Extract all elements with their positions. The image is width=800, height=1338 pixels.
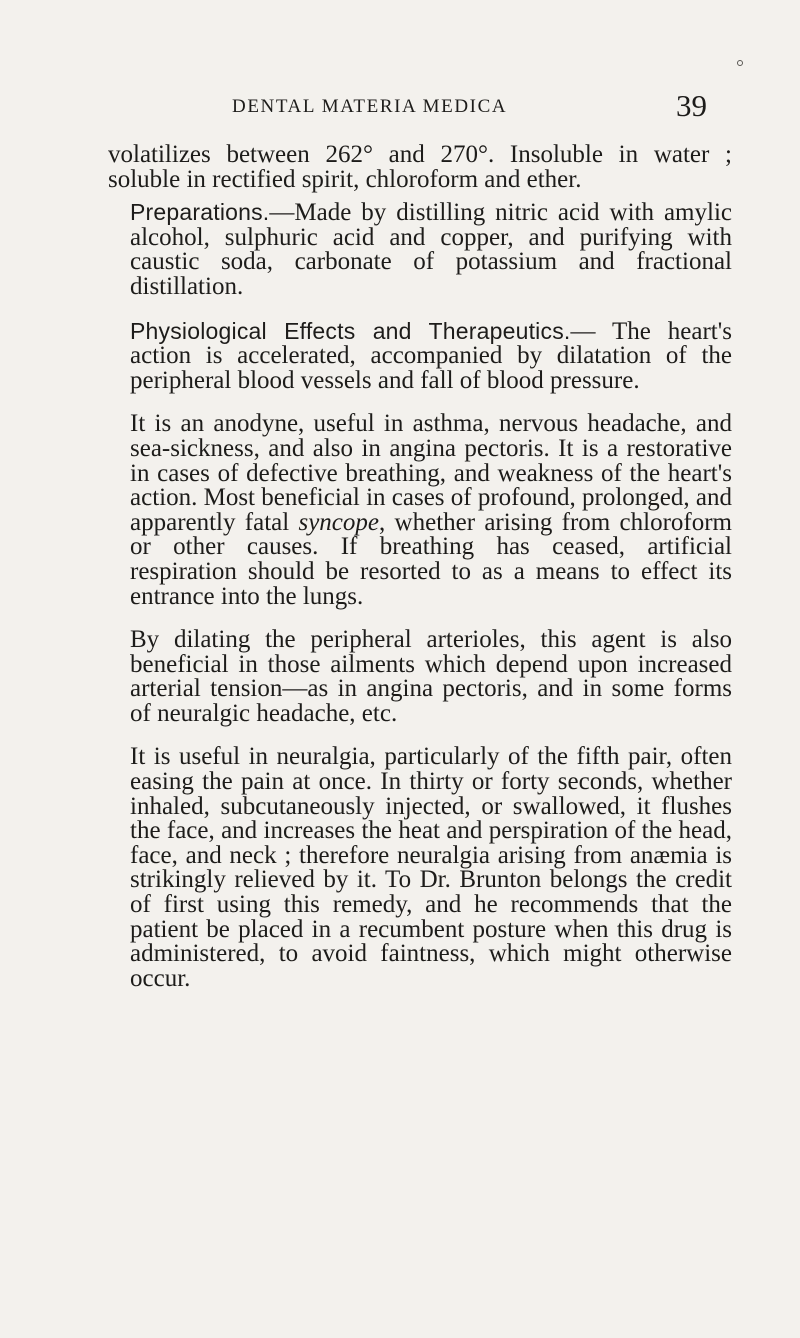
anodyne-text-a: It is an anodyne, useful in asthma, nervous headache, and sea-sickness, and also in angina pectoris. It is a restorative in cases of defective breathing, and weakness of the heart's action. Most beneficial in cases of profound, prolonged, and apparently fatal	[130, 410, 732, 536]
page-number: 39	[676, 88, 707, 123]
paragraph-preparations	[108, 200, 732, 299]
paragraph-solubility: volatilizes between 262° and 270°. Insoluble in water ; soluble in rectified spirit, chloroform and ether.	[108, 141, 732, 193]
section-heading-preparations: Preparations.	[130, 199, 270, 226]
paragraph-effects	[108, 319, 732, 394]
preparations-text: —Made by distilling nitric acid with amylic alcohol, sulphuric acid and copper, and purifying with caustic soda, carbonate of potassium and fractional distillation.	[130, 199, 732, 300]
body-text	[108, 143, 732, 1010]
anodyne-text-b: , whether arising from chloroform or other causes. If breathing has ceased, artificial respiration should be resorted to as a means to effect its entrance into the lungs.	[130, 508, 732, 610]
effects-text: — The heart's action is accelerated, accompanied by dilatation of the peripheral blood vessels and fall of blood pressure.	[130, 317, 732, 394]
paragraph-anodyne	[108, 412, 732, 609]
paragraph-neuralgia: It is useful in neuralgia, particularly of the fifth pair, often easing the pain at once. In thirty or forty seconds, whether inhaled, subcutaneously injected, or swallowed, it flushes the face, and increases the heat and perspiration of the head, face, and neck ; therefore neuralgia arising from anæmia is strikingly relieved by it. To Dr. Brunton belongs the credit of first using this remedy, and he recommends that the patient be placed in a recumbent posture when this drug is administered, to avoid faintness, which might otherwise occur.	[130, 743, 732, 992]
syncope-term: syncope	[298, 508, 380, 536]
section-heading-effects: Physiological Effects and Therapeutics.	[130, 317, 571, 344]
ink-speck	[737, 60, 743, 66]
running-head: DENTAL MATERIA MEDICA	[232, 96, 508, 117]
paragraph-arterioles: By dilating the peripheral arterioles, this agent is also beneficial in those ailments which depend upon increased arterial tension—as in angina pectoris, and in some forms of neuralgic headache, etc.	[130, 626, 732, 727]
